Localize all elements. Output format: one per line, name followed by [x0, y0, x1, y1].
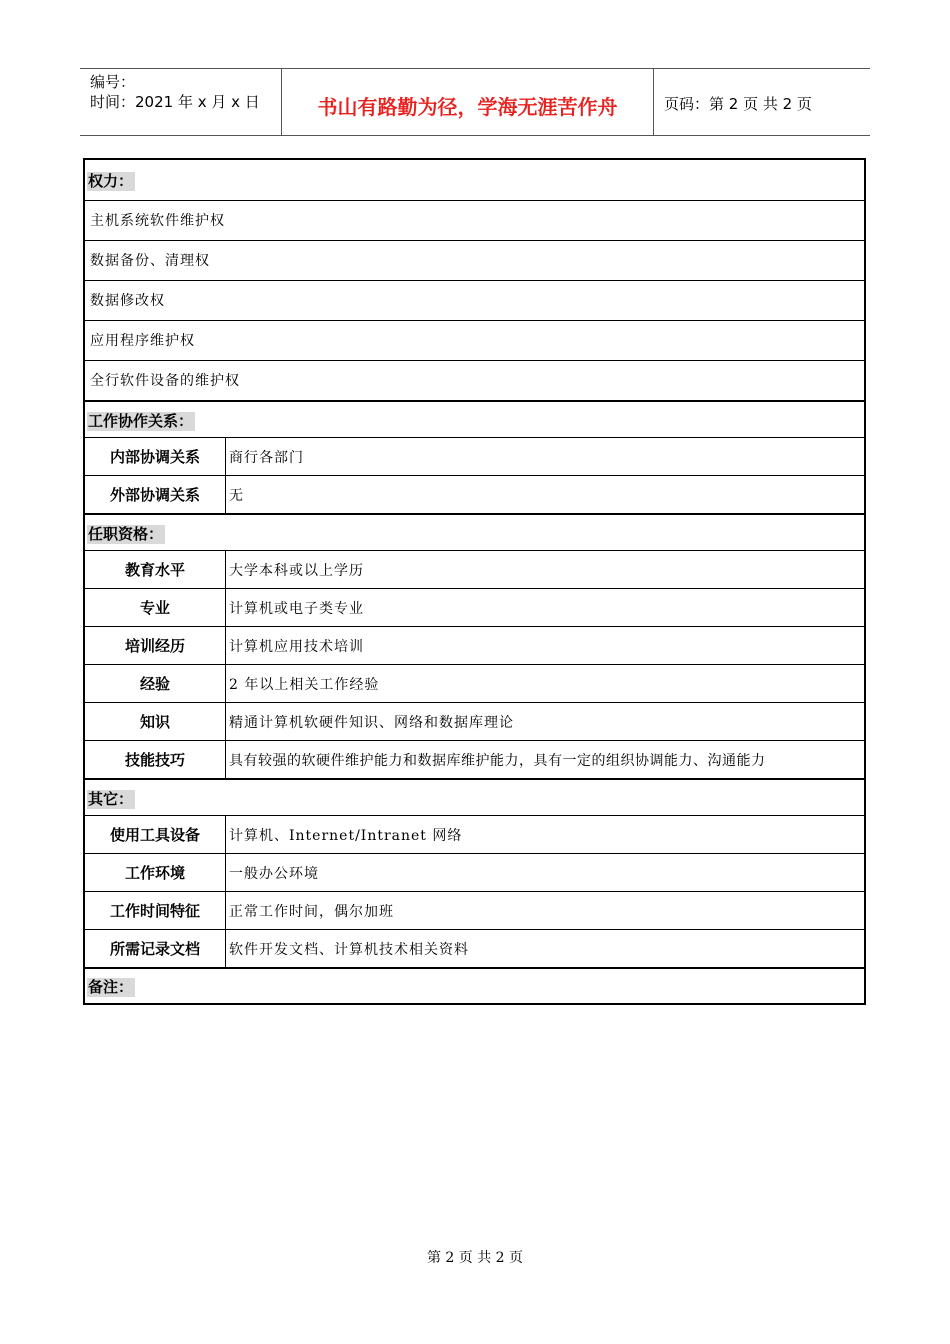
- qualifications-row: [85, 626, 864, 664]
- others-row: [85, 929, 864, 967]
- rights-item: [85, 280, 864, 320]
- row-label: 知识: [85, 703, 226, 740]
- section-title: 任职资格：: [88, 525, 164, 543]
- row-label: 培训经历: [85, 627, 226, 664]
- row-label: 专业: [85, 589, 226, 626]
- rights-item-text: 数据修改权: [90, 293, 165, 309]
- header-info-cell: [80, 69, 282, 135]
- page-header: [80, 68, 870, 136]
- section-title: 工作协作关系：: [88, 412, 194, 430]
- row-value: 计算机、Internet/Intranet 网络: [229, 827, 463, 844]
- qualifications-row: [85, 740, 864, 778]
- row-value: 2 年以上相关工作经验: [229, 676, 380, 693]
- header-page-cell: [654, 69, 870, 135]
- others-row: [85, 815, 864, 853]
- row-value: 软件开发文档、计算机技术相关资料: [229, 941, 469, 958]
- rights-item-text: 应用程序维护权: [90, 333, 195, 349]
- qualifications-row: [85, 664, 864, 702]
- rights-item: [85, 240, 864, 280]
- rights-item: [85, 200, 864, 240]
- qualifications-row: [85, 550, 864, 588]
- others-row: [85, 853, 864, 891]
- row-label: 所需记录文档: [85, 930, 226, 967]
- rights-item-text: 数据备份、清理权: [90, 253, 210, 269]
- relations-row: [85, 437, 864, 475]
- row-value: 大学本科或以上学历: [229, 562, 364, 579]
- row-value: 计算机或电子类专业: [229, 600, 364, 617]
- row-value: 正常工作时间，偶尔加班: [229, 903, 394, 920]
- row-label: 教育水平: [85, 551, 226, 588]
- header-page-number: 页码：第 2 页 共 2 页: [664, 95, 812, 113]
- rights-item: [85, 320, 864, 360]
- row-label: 工作环境: [85, 854, 226, 891]
- row-label: 技能技巧: [85, 741, 226, 778]
- section-notes-header: [85, 967, 864, 1003]
- header-motto-cell: [282, 69, 654, 135]
- qualifications-row: [85, 588, 864, 626]
- row-value: 计算机应用技术培训: [229, 638, 364, 655]
- section-others-header: [85, 778, 864, 815]
- rights-item: [85, 360, 864, 400]
- section-title: 备注：: [88, 978, 134, 996]
- document-time-label: 时间：2021 年 x 月 x 日: [90, 93, 260, 111]
- row-value: 具有较强的软硬件维护能力和数据库维护能力，具有一定的组织协调能力、沟通能力: [229, 752, 766, 769]
- job-description-table: [83, 158, 866, 1005]
- page-footer: 第 2 页 共 2 页: [426, 1250, 524, 1266]
- document-number-label: 编号：: [90, 73, 136, 91]
- row-label: 经验: [85, 665, 226, 702]
- row-label: 工作时间特征: [85, 892, 226, 929]
- section-rights-header: [85, 160, 864, 200]
- section-title: 其它：: [88, 790, 134, 808]
- header-motto: 书山有路勤为径，学海无涯苦作舟: [317, 95, 618, 119]
- row-label: 使用工具设备: [85, 816, 226, 853]
- row-value: 一般办公环境: [229, 865, 319, 882]
- others-row: [85, 891, 864, 929]
- section-title: 权力：: [88, 172, 134, 190]
- relations-row: [85, 475, 864, 513]
- qualifications-row: [85, 702, 864, 740]
- rights-item-text: 主机系统软件维护权: [90, 213, 225, 229]
- section-qualifications-header: [85, 513, 864, 550]
- rights-item-text: 全行软件设备的维护权: [90, 373, 240, 389]
- row-value: 无: [229, 487, 244, 504]
- row-value: 商行各部门: [229, 449, 304, 466]
- section-relations-header: [85, 400, 864, 437]
- row-label: 外部协调关系: [85, 476, 226, 513]
- row-label: 内部协调关系: [85, 438, 226, 475]
- row-value: 精通计算机软硬件知识、网络和数据库理论: [229, 714, 514, 731]
